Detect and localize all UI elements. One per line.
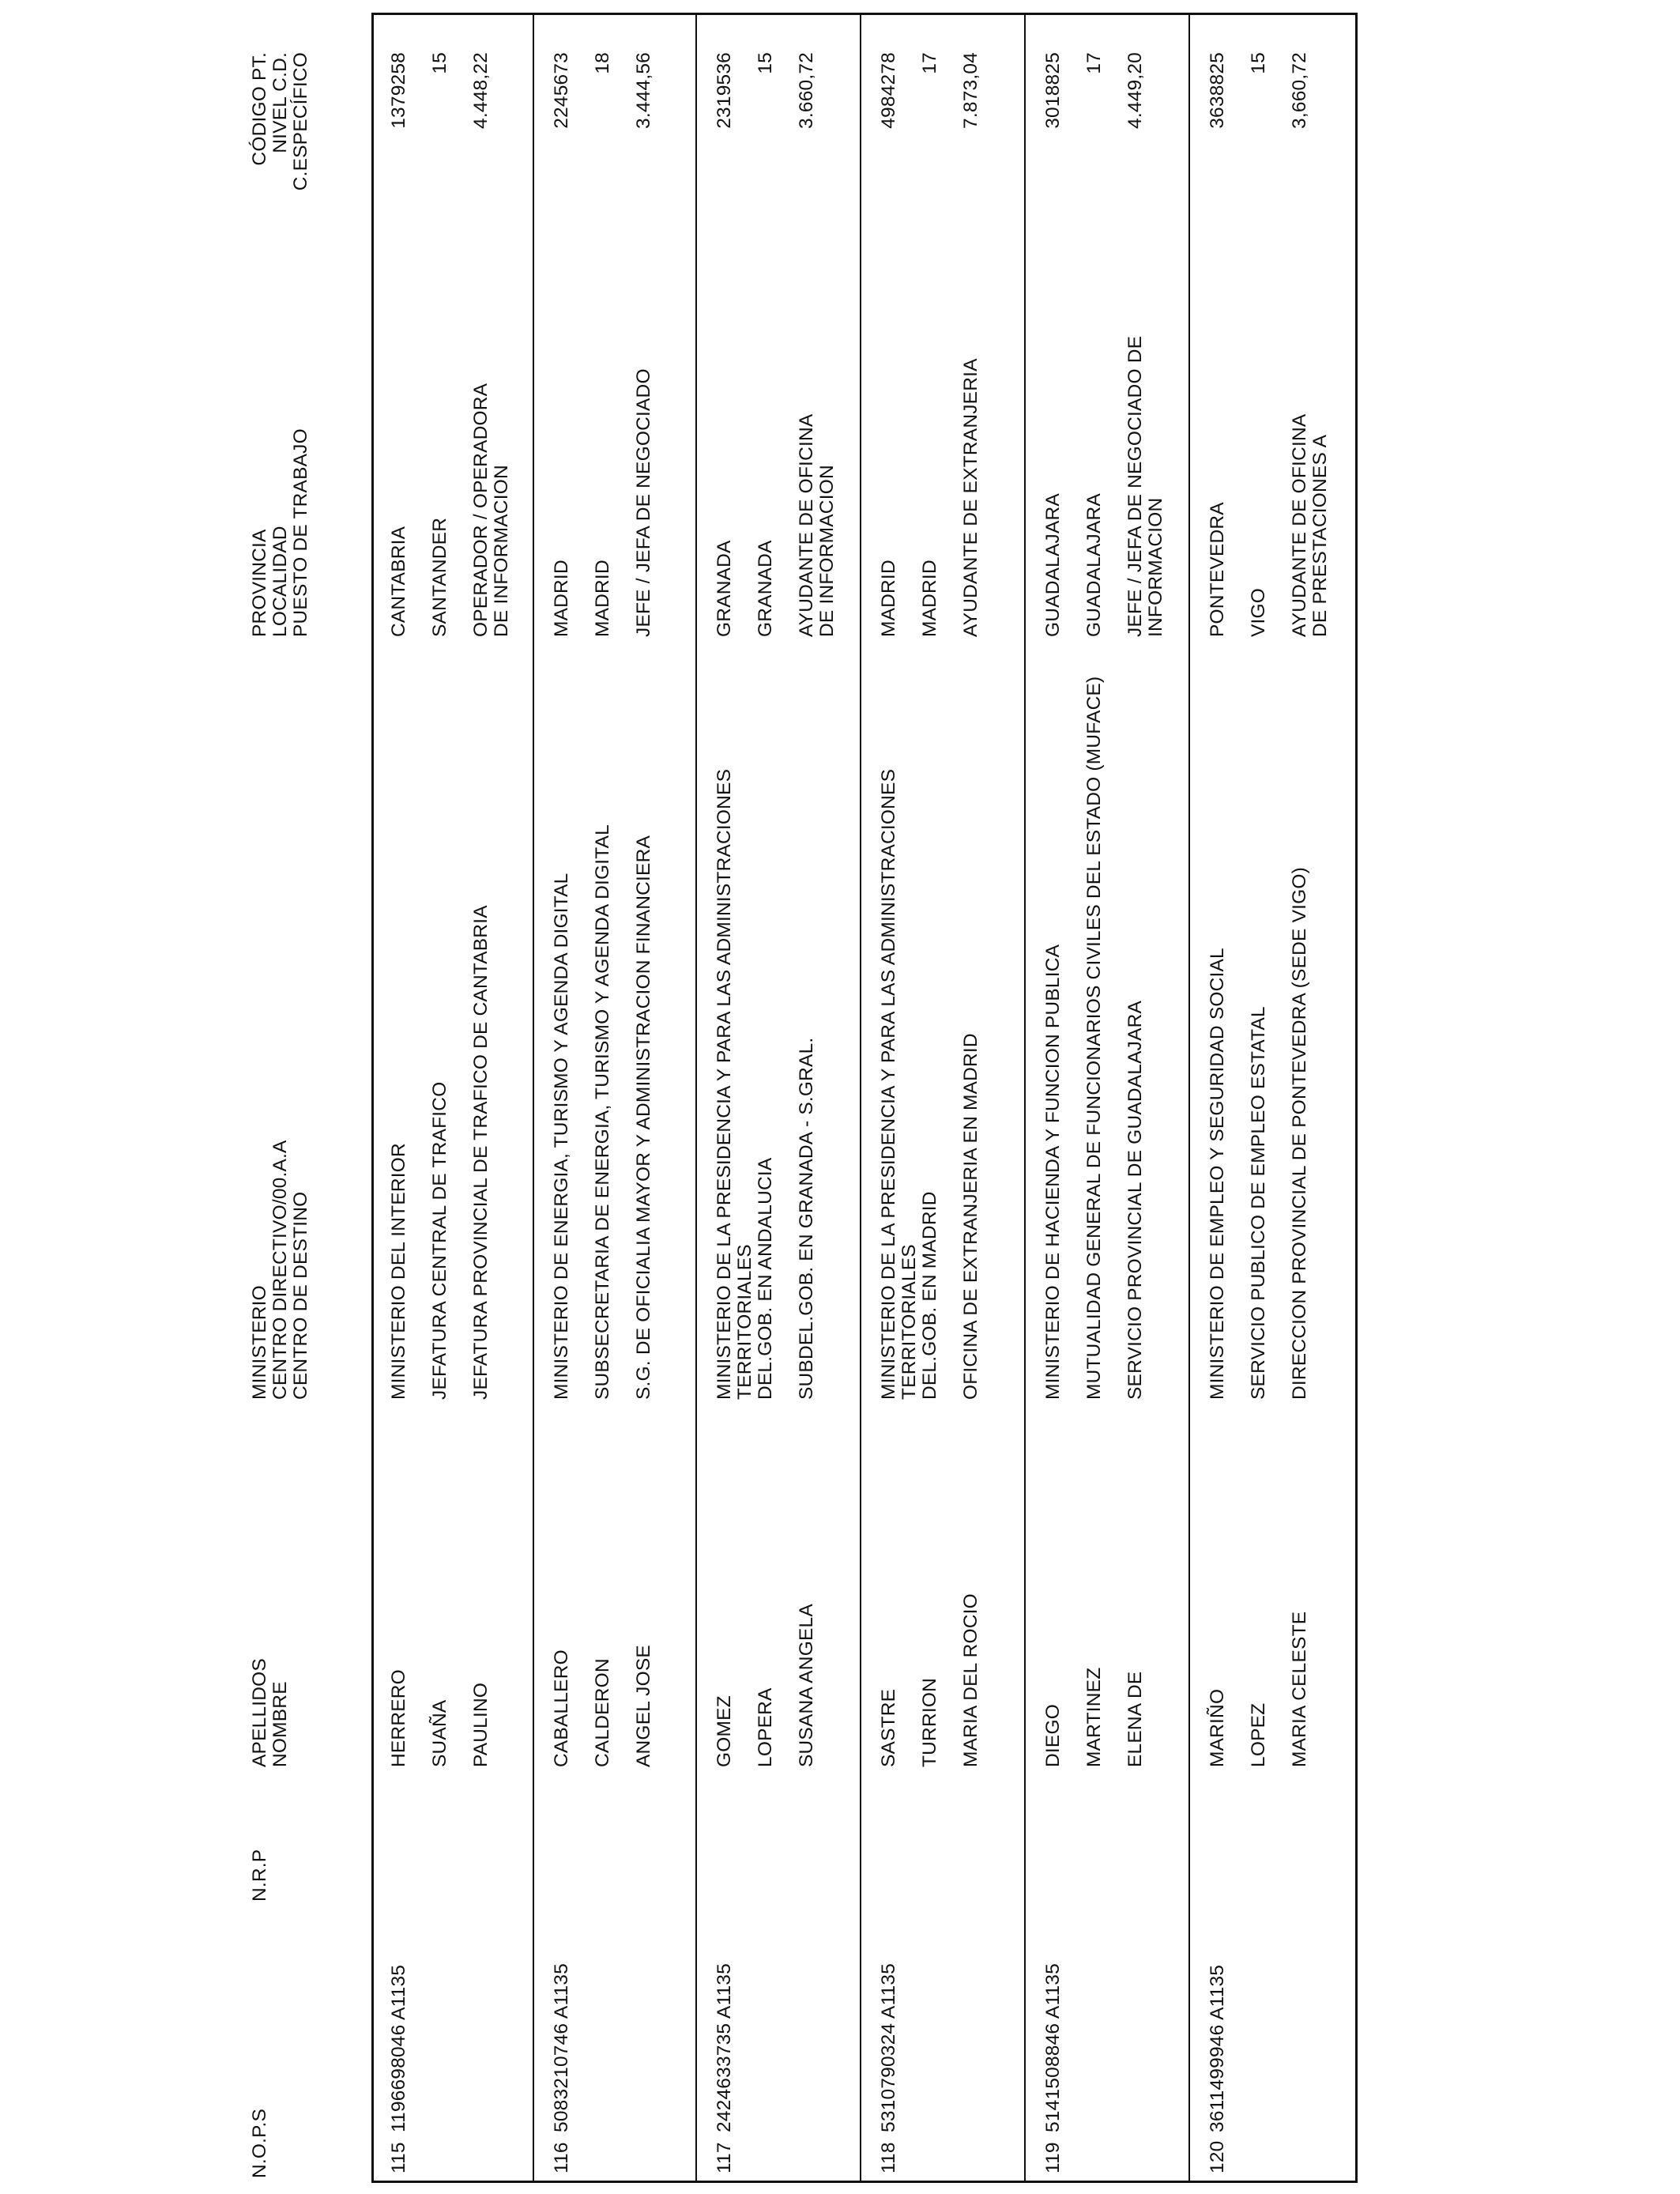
codigo-cell: 2319536 [714,52,735,129]
puesto-cell: OPERADOR / OPERADORA DE INFORMACION [470,384,512,637]
nrp-cell: 5083210746 A1135 [551,1963,572,2132]
row-separator [695,13,697,2183]
header-centro-destino: CENTRO DE DESTINO [290,1191,311,1400]
header-codigo: CÓDIGO PT. [249,52,270,166]
provincia-cell: PONTEVEDRA [1207,502,1228,637]
row-separator [533,13,534,2183]
nrp-cell: 5141508846 A1135 [1042,1963,1064,2132]
header-provincia: PROVINCIA [249,529,270,637]
puesto-cell: AYUDANTE DE OFICINA DE INFORMACION [796,414,838,637]
nrp-cell: 2424633735 A1135 [714,1963,735,2132]
apellido1-cell: GOMEZ [714,1695,735,1767]
header-ministerio: MINISTERIO [249,1285,270,1400]
nombre-cell: ANGEL JOSE [633,1645,654,1767]
apellido2-cell: SUAÑA [429,1699,450,1767]
ministerio-cell: MINISTERIO DE HACIENDA Y FUNCION PUBLICA [1042,944,1064,1400]
row-separator [860,13,861,2183]
centro-destino-cell: SUBDEL.GOB. EN GRANADA - S.GRAL. [796,1037,817,1400]
nivel-cell: 15 [429,52,450,74]
especifico-cell: 7.873,04 [960,52,981,129]
header-nops: N.O.P.S [249,2108,270,2178]
ministerio-cell: MINISTERIO DE LA PRESIDENCIA Y PARA LAS ADMINISTRACIONES TERRITORIALES [714,768,755,1400]
apellido1-cell: SASTRE [878,1688,899,1767]
provincia-cell: MADRID [878,560,899,637]
centro-destino-cell: DIRECCION PROVINCIAL DE PONTEVEDRA (SEDE VIGO) [1289,867,1310,1400]
centro-directivo-cell: MUTUALIDAD GENERAL DE FUNCIONARIOS CIVILES DEL ESTADO (MUFACE) [1083,676,1105,1400]
centro-directivo-cell: SERVICIO PUBLICO DE EMPLEO ESTATAL [1248,1006,1269,1400]
header-nrp: N.R.P [249,1849,270,1902]
nivel-cell: 15 [755,52,776,74]
provincia-cell: MADRID [551,560,572,637]
codigo-cell: 2245673 [551,52,572,129]
ministerio-cell: MINISTERIO DEL INTERIOR [388,1143,409,1400]
apellido2-cell: TURRION [919,1677,940,1767]
localidad-cell: MADRID [919,560,940,637]
header-localidad: LOCALIDAD [269,526,291,637]
codigo-cell: 3638825 [1207,52,1228,129]
nops-cell: 120 [1207,2140,1228,2173]
apellido2-cell: LOPERA [755,1687,776,1767]
header-nivel: NIVEL C.D. [269,52,291,153]
apellido1-cell: HERRERO [388,1669,409,1767]
centro-destino-cell: SERVICIO PROVINCIAL DE GUADALAJARA [1124,1000,1146,1400]
nombre-cell: ELENA DE [1124,1671,1146,1767]
centro-destino-cell: OFICINA DE EXTRANJERIA EN MADRID [960,1033,981,1400]
nivel-cell: 18 [592,52,613,74]
ministerio-cell: MINISTERIO DE LA PRESIDENCIA Y PARA LAS ADMINISTRACIONES TERRITORIALES [878,768,920,1400]
nombre-cell: MARIA CELESTE [1289,1611,1310,1767]
localidad-cell: VIGO [1248,587,1269,637]
codigo-cell: 3018825 [1042,52,1064,129]
nivel-cell: 17 [919,52,940,74]
puesto-cell: JEFE / JEFA DE NEGOCIADO DE INFORMACION [1124,335,1166,637]
provincia-cell: CANTABRIA [388,526,409,637]
header-especifico: C.ESPECÍFICO [290,52,311,191]
apellido2-cell: MARTINEZ [1083,1667,1105,1767]
ministerio-cell: MINISTERIO DE EMPLEO Y SEGURIDAD SOCIAL [1207,948,1228,1400]
header-centro-directivo: CENTRO DIRECTIVO/00.A.A [269,1140,291,1400]
apellido1-cell: DIEGO [1042,1704,1064,1767]
centro-directivo-cell: JEFATURA CENTRAL DE TRAFICO [429,1081,450,1400]
apellido2-cell: LOPEZ [1248,1702,1269,1767]
apellido1-cell: MARIÑO [1207,1688,1228,1767]
nombre-cell: MARIA DEL ROCIO [960,1593,981,1767]
centro-destino-cell: S.G. DE OFICIALIA MAYOR Y ADMINISTRACION FINANCIERA [633,835,654,1400]
centro-destino-cell: JEFATURA PROVINCIAL DE TRAFICO DE CANTABRIA [470,905,492,1400]
nrp-cell: 3611499946 A1135 [1207,1964,1228,2132]
nivel-cell: 15 [1248,52,1269,74]
centro-directivo-cell: DEL.GOB. EN ANDALUCIA [755,1157,776,1400]
puesto-cell: AYUDANTE DE OFICINA DE PRESTACIONES A [1289,414,1331,637]
header-puesto: PUESTO DE TRABAJO [290,428,311,637]
localidad-cell: SANTANDER [429,517,450,637]
especifico-cell: 4.448,22 [470,52,492,129]
especifico-cell: 3,660,72 [1289,52,1310,129]
nrp-cell: 1196698046 A1135 [388,1964,409,2132]
nivel-cell: 17 [1083,52,1105,74]
provincia-cell: GUADALAJARA [1042,493,1064,637]
codigo-cell: 1379258 [388,52,409,129]
apellido1-cell: CABALLERO [551,1649,572,1767]
row-separator [1024,13,1026,2183]
localidad-cell: GUADALAJARA [1083,493,1105,637]
puesto-cell: AYUDANTE DE EXTRANJERIA [960,358,981,637]
nrp-cell: 5310790324 A1135 [878,1963,899,2132]
nombre-cell: PAULINO [470,1682,492,1767]
nops-cell: 117 [714,2142,735,2173]
header-apellidos: APELLIDOS [249,1658,270,1767]
nops-cell: 115 [388,2142,409,2173]
row-separator [1188,13,1190,2183]
especifico-cell: 4.449,20 [1124,52,1146,129]
apellido2-cell: CALDERON [592,1658,613,1767]
especifico-cell: 3.444,56 [633,52,654,129]
ministerio-cell: MINISTERIO DE ENERGIA, TURISMO Y AGENDA DIGITAL [551,873,572,1400]
localidad-cell: MADRID [592,560,613,637]
especifico-cell: 3.660,72 [796,52,817,129]
nops-cell: 118 [878,2142,899,2173]
nombre-cell: SUSANA ANGELA [796,1604,817,1767]
localidad-cell: GRANADA [755,540,776,637]
centro-directivo-cell: SUBSECRETARIA DE ENERGIA, TURISMO Y AGENDA DIGITAL [592,824,613,1400]
provincia-cell: GRANADA [714,540,735,637]
centro-directivo-cell: DEL.GOB. EN MADRID [919,1191,940,1400]
codigo-cell: 4984278 [878,52,899,129]
header-nombre: NOMBRE [269,1681,291,1767]
nops-cell: 119 [1042,2142,1064,2173]
nops-cell: 116 [551,2142,572,2173]
puesto-cell: JEFE / JEFA DE NEGOCIADO [633,368,654,637]
